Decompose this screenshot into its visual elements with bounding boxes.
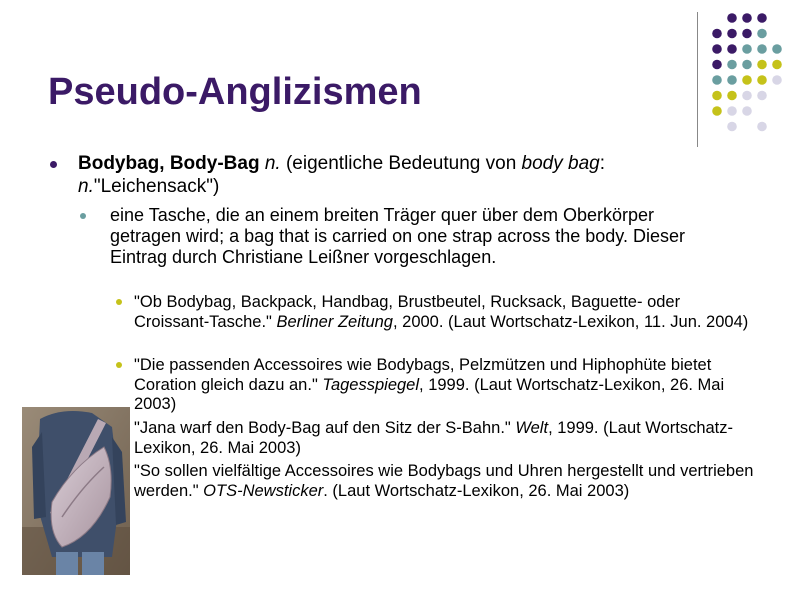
- bullet-level2-text: eine Tasche, die an einem breiten Träger quer über dem Oberkörper getragen wird; a bag that is carried on one strap across the body. Dieser Eintrag durch Christiane Leißner vorgeschlagen.: [110, 205, 685, 267]
- decorative-dot: [727, 122, 737, 132]
- decorative-dot: [727, 75, 737, 85]
- quote-body: "Ob Bodybag, Backpack, Handbag, Brustbeutel, Rucksack, Baguette- oder Croissant-Tasche.": [134, 293, 681, 331]
- quote-citation: . (Laut Wortschatz-Lexikon, 26. Mai 2003): [323, 481, 630, 500]
- bullet-level2: [80, 205, 720, 268]
- definition-colon: :: [599, 153, 606, 174]
- decorative-dot: [757, 29, 767, 39]
- quote-item: [116, 462, 756, 501]
- noun-label: n.: [264, 153, 281, 174]
- quote-text: [134, 419, 756, 458]
- bullet-dot-icon: [50, 161, 57, 168]
- bullet-dot-icon: [80, 213, 86, 219]
- decorative-dot: [712, 60, 722, 70]
- quote-body: "Jana warf den Body-Bag auf den Sitz der S-Bahn.": [134, 419, 516, 437]
- decorative-dot: [712, 91, 722, 101]
- decorative-dot-grid: [0, 0, 800, 140]
- decorative-dot: [742, 106, 752, 116]
- decorative-dot: [757, 91, 767, 101]
- decorative-dot: [772, 44, 782, 54]
- decorative-dot: [727, 106, 737, 116]
- decorative-dot: [742, 91, 752, 101]
- quote-text: [134, 462, 756, 501]
- bodybag-photo: [22, 407, 130, 575]
- quote-body: "Die passenden Accessoires wie Bodybags, Pelzmützen und Hiphophüte bietet Coration gleich dazu an.": [134, 356, 712, 394]
- bullet-dot-icon: [116, 362, 122, 368]
- quote-citation: , 2000. (Laut Wortschatz-Lexikon, 11. Jun. 2004): [392, 312, 749, 331]
- quote-item: [116, 356, 756, 415]
- quote-citation: , 1999. (Laut Wortschatz-Lexikon, 26. Mai 2003): [134, 375, 725, 413]
- decorative-dot: [757, 60, 767, 70]
- quote-source: OTS-Newsticker: [203, 481, 324, 500]
- bullet-dot-icon: [116, 299, 122, 305]
- decorative-dot: [712, 75, 722, 85]
- slide-title: Pseudo-Anglizismen: [48, 71, 422, 113]
- decorative-dot: [712, 44, 722, 54]
- decorative-dot: [772, 60, 782, 70]
- quote-item: [116, 293, 756, 332]
- bullet-level1-text: [78, 152, 740, 198]
- decorative-dot: [712, 29, 722, 39]
- decorative-dot: [742, 44, 752, 54]
- quote-text: [134, 356, 756, 415]
- quote-citation: , 1999. (Laut Wortschatz-Lexikon, 26. Mai 2003): [134, 419, 734, 457]
- decorative-dot: [727, 91, 737, 101]
- definition-meaning: "Leichensack"): [93, 176, 220, 197]
- quote-body: "So sollen vielfältige Accessoires wie Bodybags und Uhren hergestellt und vertrieben werden.": [134, 462, 754, 500]
- decorative-dot: [757, 13, 767, 23]
- decorative-dot: [757, 75, 767, 85]
- decorative-dot: [727, 60, 737, 70]
- quote-text: [134, 293, 756, 332]
- quote-source: Berliner Zeitung: [276, 312, 393, 331]
- quote-source: Tagesspiegel: [322, 375, 420, 394]
- decorative-dot: [757, 122, 767, 132]
- decorative-dot: [742, 60, 752, 70]
- decorative-dot: [742, 75, 752, 85]
- noun-label-2: n.: [78, 176, 94, 197]
- bullet-level1: [50, 152, 740, 198]
- decorative-dot: [727, 13, 737, 23]
- english-term: body bag: [521, 153, 600, 174]
- term-bold: Bodybag, Body-Bag: [78, 153, 260, 174]
- decorative-dot: [712, 106, 722, 116]
- quote-source: Welt: [515, 419, 549, 437]
- decorative-dot: [727, 29, 737, 39]
- decorative-dot: [742, 13, 752, 23]
- decorative-dot: [742, 29, 752, 39]
- decorative-dot: [757, 44, 767, 54]
- decorative-dot: [727, 44, 737, 54]
- decorative-dot: [772, 75, 782, 85]
- definition-text: (eigentliche Bedeutung von: [280, 153, 522, 174]
- quote-item: [116, 419, 756, 458]
